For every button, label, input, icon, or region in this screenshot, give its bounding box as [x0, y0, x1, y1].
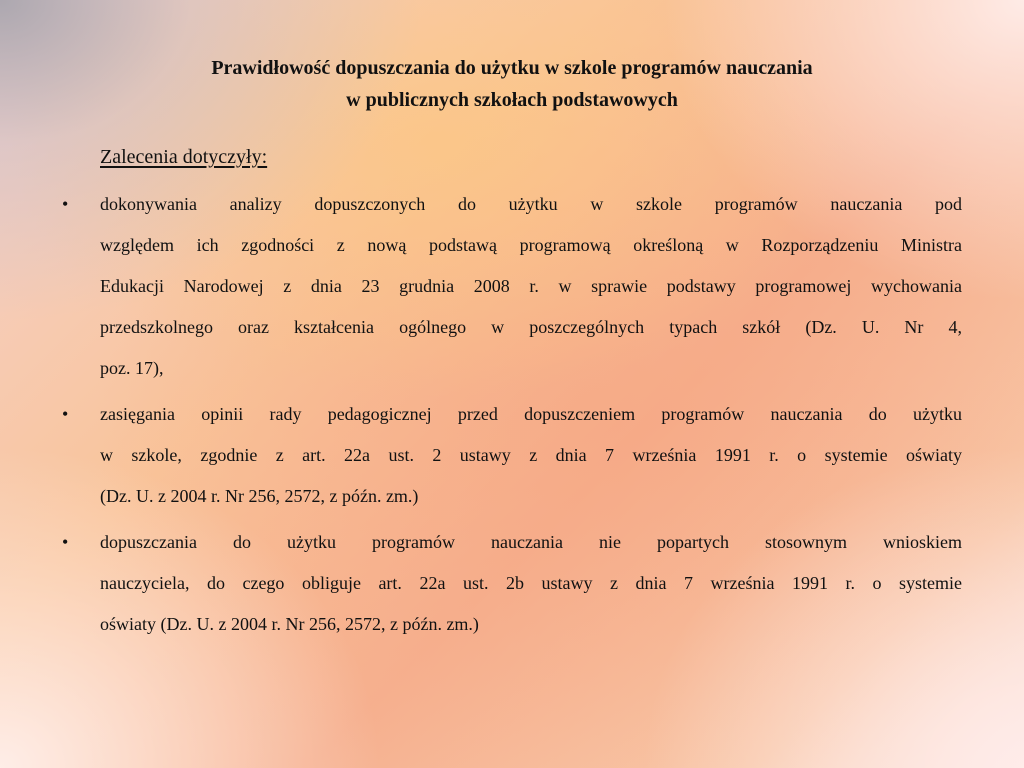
- text-line: zasięgania opinii rady pedagogicznej przed dopuszczeniem programów nauczania do użytku: [100, 404, 962, 424]
- section-subtitle: Zalecenia dotyczyły:: [100, 146, 268, 168]
- slide-title: [40, 52, 984, 116]
- text-line: poz. 17),: [100, 358, 164, 378]
- text-line: przedszkolnego oraz kształcenia ogólnego w poszczególnych typach szkół (Dz. U. Nr 4,: [100, 317, 962, 337]
- text-line: Edukacji Narodowej z dnia 23 grudnia 2008 r. w sprawie podstawy programowej wychowania: [100, 276, 962, 296]
- list-item-analysis: [0, 184, 1024, 389]
- bullet-icon: •: [62, 404, 69, 424]
- text-line: w szkole, zgodnie z art. 22a ust. 2 ustawy z dnia 7 września 1991 r. o systemie oświaty: [100, 445, 962, 465]
- text-line: (Dz. U. z 2004 r. Nr 256, 2572, z późn. zm.): [100, 486, 419, 506]
- text-line: nauczyciela, do czego obliguje art. 22a ust. 2b ustawy z dnia 7 września 1991 r. o systemie: [100, 573, 962, 593]
- slide-title-line-1: Prawidłowość dopuszczania do użytku w szkole programów nauczania: [211, 57, 813, 79]
- text-line: dokonywania analizy dopuszczonych do użytku w szkole programów nauczania pod: [100, 194, 962, 214]
- slide-title-line-2: w publicznych szkołach podstawowych: [346, 89, 678, 111]
- list-item-opinion: [0, 394, 1024, 517]
- list-item-admission: [0, 522, 1024, 645]
- list-item-text: [100, 184, 962, 389]
- list-item-text: [100, 522, 962, 645]
- text-line: dopuszczania do użytku programów nauczania nie popartych stosownym wnioskiem: [100, 532, 962, 552]
- text-line: względem ich zgodności z nową podstawą programową określoną w Rozporządzeniu Ministra: [100, 235, 962, 255]
- bullet-icon: •: [62, 532, 69, 552]
- recommendations-list: [0, 184, 1024, 650]
- list-item-text: [100, 394, 962, 517]
- text-line: oświaty (Dz. U. z 2004 r. Nr 256, 2572, z późn. zm.): [100, 614, 479, 634]
- bullet-icon: •: [62, 194, 69, 214]
